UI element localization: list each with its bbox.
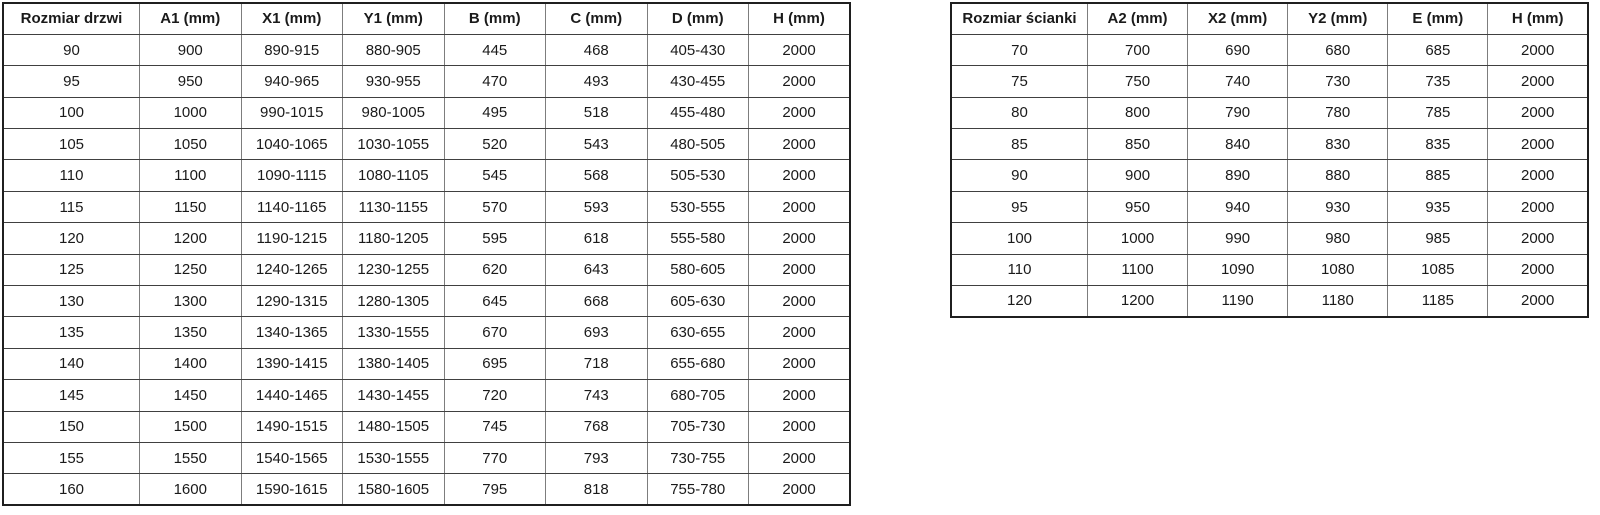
table-cell: 110 — [3, 160, 140, 191]
table-cell: 670 — [444, 317, 546, 348]
table-cell: 1130-1155 — [343, 191, 445, 222]
table-cell: 840 — [1188, 129, 1288, 160]
table-cell: 595 — [444, 223, 546, 254]
table-cell: 1185 — [1388, 286, 1488, 317]
table-cell: 950 — [1088, 191, 1188, 222]
table-cell: 1450 — [140, 380, 242, 411]
table-cell: 2000 — [749, 129, 851, 160]
table-cell: 630-655 — [647, 317, 749, 348]
table-cell: 1490-1515 — [241, 411, 343, 442]
table-cell: 930 — [1288, 191, 1388, 222]
table-cell: 1030-1055 — [343, 129, 445, 160]
table-cell: 900 — [1088, 160, 1188, 191]
table-cell: 705-730 — [647, 411, 749, 442]
table-cell: 80 — [951, 97, 1088, 128]
table-cell: 1350 — [140, 317, 242, 348]
table-cell: 470 — [444, 66, 546, 97]
table-cell: 935 — [1388, 191, 1488, 222]
table-cell: 880 — [1288, 160, 1388, 191]
table-cell: 950 — [140, 66, 242, 97]
column-header: X2 (mm) — [1188, 3, 1288, 34]
table-cell: 85 — [951, 129, 1088, 160]
table-cell: 1240-1265 — [241, 254, 343, 285]
table-cell: 568 — [546, 160, 648, 191]
table-cell: 150 — [3, 411, 140, 442]
table-cell: 643 — [546, 254, 648, 285]
table-cell: 2000 — [749, 380, 851, 411]
table-cell: 1340-1365 — [241, 317, 343, 348]
table-cell: 90 — [3, 34, 140, 65]
table-cell: 145 — [3, 380, 140, 411]
table-cell: 720 — [444, 380, 546, 411]
table-cell: 1590-1615 — [241, 474, 343, 505]
table-cell: 980 — [1288, 223, 1388, 254]
table-cell: 2000 — [749, 223, 851, 254]
table-cell: 690 — [1188, 34, 1288, 65]
table-cell: 90 — [951, 160, 1088, 191]
table-cell: 1580-1605 — [343, 474, 445, 505]
table-cell: 693 — [546, 317, 648, 348]
table-row — [3, 191, 850, 222]
table-cell: 2000 — [1488, 286, 1588, 317]
table-cell: 718 — [546, 348, 648, 379]
table-cell: 1280-1305 — [343, 286, 445, 317]
table-cell: 1200 — [140, 223, 242, 254]
table-cell: 795 — [444, 474, 546, 505]
table-cell: 545 — [444, 160, 546, 191]
column-header: A1 (mm) — [140, 3, 242, 34]
table-cell: 685 — [1388, 34, 1488, 65]
table-cell: 455-480 — [647, 97, 749, 128]
table-cell: 1090 — [1188, 254, 1288, 285]
table-cell: 505-530 — [647, 160, 749, 191]
table-cell: 880-905 — [343, 34, 445, 65]
table-cell: 543 — [546, 129, 648, 160]
table-cell: 2000 — [1488, 34, 1588, 65]
table-cell: 930-955 — [343, 66, 445, 97]
table-cell: 768 — [546, 411, 648, 442]
table-row — [3, 442, 850, 473]
table-cell: 100 — [951, 223, 1088, 254]
table-cell: 2000 — [749, 254, 851, 285]
column-header: H (mm) — [1488, 3, 1588, 34]
table-cell: 1290-1315 — [241, 286, 343, 317]
table-cell: 1380-1405 — [343, 348, 445, 379]
table-cell: 1085 — [1388, 254, 1488, 285]
table-row — [3, 223, 850, 254]
table-row — [951, 191, 1588, 222]
table-cell: 100 — [3, 97, 140, 128]
table-cell: 110 — [951, 254, 1088, 285]
table-cell: 1500 — [140, 411, 242, 442]
table-cell: 1190 — [1188, 286, 1288, 317]
table-cell: 890-915 — [241, 34, 343, 65]
table-cell: 850 — [1088, 129, 1188, 160]
column-header: Rozmiar drzwi — [3, 3, 140, 34]
table-cell: 605-630 — [647, 286, 749, 317]
table-row — [3, 254, 850, 285]
table-cell: 1600 — [140, 474, 242, 505]
table-cell: 95 — [951, 191, 1088, 222]
table-row — [3, 97, 850, 128]
table-cell: 555-580 — [647, 223, 749, 254]
table-cell: 160 — [3, 474, 140, 505]
table-cell: 2000 — [1488, 129, 1588, 160]
table-cell: 1480-1505 — [343, 411, 445, 442]
table-cell: 890 — [1188, 160, 1288, 191]
table-cell: 1100 — [140, 160, 242, 191]
table-cell: 1400 — [140, 348, 242, 379]
table-row — [951, 254, 1588, 285]
door-size-table — [2, 2, 851, 506]
table-cell: 1180-1205 — [343, 223, 445, 254]
table-cell: 1190-1215 — [241, 223, 343, 254]
table-cell: 1200 — [1088, 286, 1188, 317]
table-cell: 2000 — [749, 474, 851, 505]
table-cell: 1090-1115 — [241, 160, 343, 191]
table-cell: 1000 — [140, 97, 242, 128]
table-cell: 120 — [3, 223, 140, 254]
wall-size-table — [950, 2, 1589, 318]
table-cell: 743 — [546, 380, 648, 411]
table-cell: 580-605 — [647, 254, 749, 285]
table-cell: 105 — [3, 129, 140, 160]
table-cell: 570 — [444, 191, 546, 222]
table-cell: 618 — [546, 223, 648, 254]
table-row — [951, 129, 1588, 160]
column-header: C (mm) — [546, 3, 648, 34]
table-cell: 668 — [546, 286, 648, 317]
table-cell: 1440-1465 — [241, 380, 343, 411]
table-row — [3, 317, 850, 348]
table-row — [3, 348, 850, 379]
table-cell: 980-1005 — [343, 97, 445, 128]
table-cell: 1180 — [1288, 286, 1388, 317]
table-cell: 940-965 — [241, 66, 343, 97]
table-cell: 1530-1555 — [343, 442, 445, 473]
table-cell: 2000 — [749, 411, 851, 442]
table-row — [3, 34, 850, 65]
table-row — [3, 160, 850, 191]
column-header: X1 (mm) — [241, 3, 343, 34]
table-cell: 940 — [1188, 191, 1288, 222]
table-row — [951, 223, 1588, 254]
table-cell: 2000 — [749, 191, 851, 222]
table-cell: 2000 — [1488, 191, 1588, 222]
table-cell: 2000 — [749, 34, 851, 65]
table-cell: 115 — [3, 191, 140, 222]
table-cell: 445 — [444, 34, 546, 65]
table-cell: 730 — [1288, 66, 1388, 97]
table-cell: 2000 — [749, 286, 851, 317]
table-row — [951, 34, 1588, 65]
table-cell: 95 — [3, 66, 140, 97]
table-cell: 680-705 — [647, 380, 749, 411]
table-cell: 70 — [951, 34, 1088, 65]
table-cell: 430-455 — [647, 66, 749, 97]
table-cell: 655-680 — [647, 348, 749, 379]
table-cell: 405-430 — [647, 34, 749, 65]
table-cell: 2000 — [749, 160, 851, 191]
table-cell: 2000 — [1488, 66, 1588, 97]
table-cell: 495 — [444, 97, 546, 128]
table-cell: 695 — [444, 348, 546, 379]
column-header: B (mm) — [444, 3, 546, 34]
table-row — [951, 286, 1588, 317]
table-cell: 2000 — [749, 97, 851, 128]
table-row — [951, 97, 1588, 128]
table-cell: 645 — [444, 286, 546, 317]
column-header: D (mm) — [647, 3, 749, 34]
table-cell: 985 — [1388, 223, 1488, 254]
table-cell: 745 — [444, 411, 546, 442]
table-cell: 2000 — [749, 317, 851, 348]
table-cell: 990 — [1188, 223, 1288, 254]
table-cell: 818 — [546, 474, 648, 505]
table-cell: 2000 — [1488, 223, 1588, 254]
table-cell: 493 — [546, 66, 648, 97]
table-cell: 800 — [1088, 97, 1188, 128]
table-row — [3, 129, 850, 160]
table-cell: 680 — [1288, 34, 1388, 65]
table-cell: 518 — [546, 97, 648, 128]
table-cell: 1050 — [140, 129, 242, 160]
table-cell: 1540-1565 — [241, 442, 343, 473]
table-cell: 730-755 — [647, 442, 749, 473]
table-cell: 1390-1415 — [241, 348, 343, 379]
table-cell: 750 — [1088, 66, 1188, 97]
table-cell: 700 — [1088, 34, 1188, 65]
table-cell: 468 — [546, 34, 648, 65]
table-row — [951, 160, 1588, 191]
table-cell: 135 — [3, 317, 140, 348]
table-cell: 755-780 — [647, 474, 749, 505]
table-row — [3, 474, 850, 505]
table-row — [3, 66, 850, 97]
table-cell: 900 — [140, 34, 242, 65]
table-cell: 2000 — [749, 348, 851, 379]
table-cell: 1250 — [140, 254, 242, 285]
table-cell: 1300 — [140, 286, 242, 317]
table-cell: 1040-1065 — [241, 129, 343, 160]
table-cell: 140 — [3, 348, 140, 379]
table-cell: 770 — [444, 442, 546, 473]
column-header: E (mm) — [1388, 3, 1488, 34]
table-cell: 1080 — [1288, 254, 1388, 285]
table-cell: 120 — [951, 286, 1088, 317]
table-cell: 130 — [3, 286, 140, 317]
table-cell: 480-505 — [647, 129, 749, 160]
table-cell: 1100 — [1088, 254, 1188, 285]
table-cell: 2000 — [1488, 160, 1588, 191]
table-cell: 785 — [1388, 97, 1488, 128]
table-cell: 620 — [444, 254, 546, 285]
table-cell: 1330-1555 — [343, 317, 445, 348]
table-cell: 520 — [444, 129, 546, 160]
table-cell: 1430-1455 — [343, 380, 445, 411]
table-cell: 885 — [1388, 160, 1488, 191]
table-cell: 793 — [546, 442, 648, 473]
table-row — [951, 66, 1588, 97]
header-row — [3, 3, 850, 34]
table-cell: 1140-1165 — [241, 191, 343, 222]
column-header: Y1 (mm) — [343, 3, 445, 34]
table-cell: 530-555 — [647, 191, 749, 222]
table-cell: 990-1015 — [241, 97, 343, 128]
table-cell: 1230-1255 — [343, 254, 445, 285]
table-cell: 2000 — [1488, 254, 1588, 285]
column-header: A2 (mm) — [1088, 3, 1188, 34]
table-cell: 155 — [3, 442, 140, 473]
table-cell: 1000 — [1088, 223, 1188, 254]
table-row — [3, 411, 850, 442]
table-cell: 735 — [1388, 66, 1488, 97]
table-row — [3, 380, 850, 411]
table-cell: 2000 — [749, 442, 851, 473]
table-cell: 835 — [1388, 129, 1488, 160]
table-cell: 2000 — [749, 66, 851, 97]
table-cell: 75 — [951, 66, 1088, 97]
table-cell: 593 — [546, 191, 648, 222]
table-cell: 1550 — [140, 442, 242, 473]
column-header: Rozmiar ścianki — [951, 3, 1088, 34]
table-cell: 780 — [1288, 97, 1388, 128]
table-cell: 830 — [1288, 129, 1388, 160]
column-header: H (mm) — [749, 3, 851, 34]
header-row — [951, 3, 1588, 34]
table-cell: 740 — [1188, 66, 1288, 97]
column-header: Y2 (mm) — [1288, 3, 1388, 34]
table-cell: 2000 — [1488, 97, 1588, 128]
table-cell: 1080-1105 — [343, 160, 445, 191]
table-cell: 1150 — [140, 191, 242, 222]
table-row — [3, 286, 850, 317]
table-cell: 790 — [1188, 97, 1288, 128]
table-cell: 125 — [3, 254, 140, 285]
